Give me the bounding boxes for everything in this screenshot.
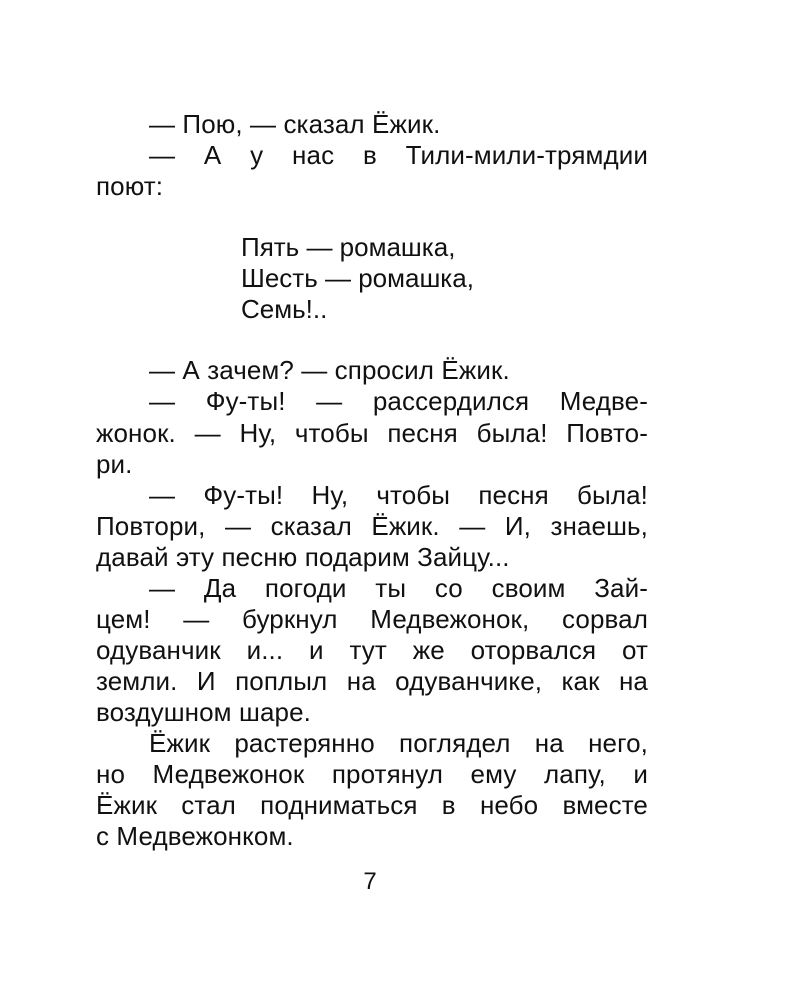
text-line: — Фу-ты! Ну, чтобы песня была!: [149, 480, 648, 510]
text-line: с Медвежонком.: [96, 821, 294, 851]
verse-line: Пять — ромашка,: [241, 232, 456, 262]
text-line: ри.: [96, 449, 133, 479]
text-line: Ёжик растерянно поглядел на него,: [149, 728, 648, 758]
text-line: жонок. — Ну, чтобы песня была! Повто-: [96, 418, 648, 448]
text-line: — А у нас в Тили-мили-трямдии: [149, 140, 648, 170]
verse-line: Шесть — ромашка,: [241, 263, 474, 293]
text-line: — Пою, — сказал Ёжик.: [149, 109, 441, 139]
verse-line: Семь!..: [241, 294, 328, 324]
text-line: земли. И поплыл на одуванчике, как на: [96, 666, 648, 696]
text-line: Ёжик стал подниматься в небо вместе: [96, 790, 648, 820]
text-line: — А зачем? — спросил Ёжик.: [149, 355, 510, 385]
text-line: — Да погоди ты со своим Зай-: [149, 573, 648, 603]
page-number: 7: [363, 868, 377, 895]
text-line: но Медвежонок протянул ему лапу, и: [96, 759, 648, 789]
text-line: цем! — буркнул Медвежонок, сорвал: [96, 604, 648, 634]
text-line: давай эту песню подарим Зайцу...: [96, 542, 510, 572]
text-line: — Фу-ты! — рассердился Медве-: [149, 386, 648, 416]
text-line: поют:: [96, 171, 164, 201]
text-line: Повтори, — сказал Ёжик. — И, знаешь,: [96, 511, 648, 541]
text-line: воздушном шаре.: [96, 697, 311, 727]
text-line: одуванчик и... и тут же оторвался от: [96, 635, 648, 665]
